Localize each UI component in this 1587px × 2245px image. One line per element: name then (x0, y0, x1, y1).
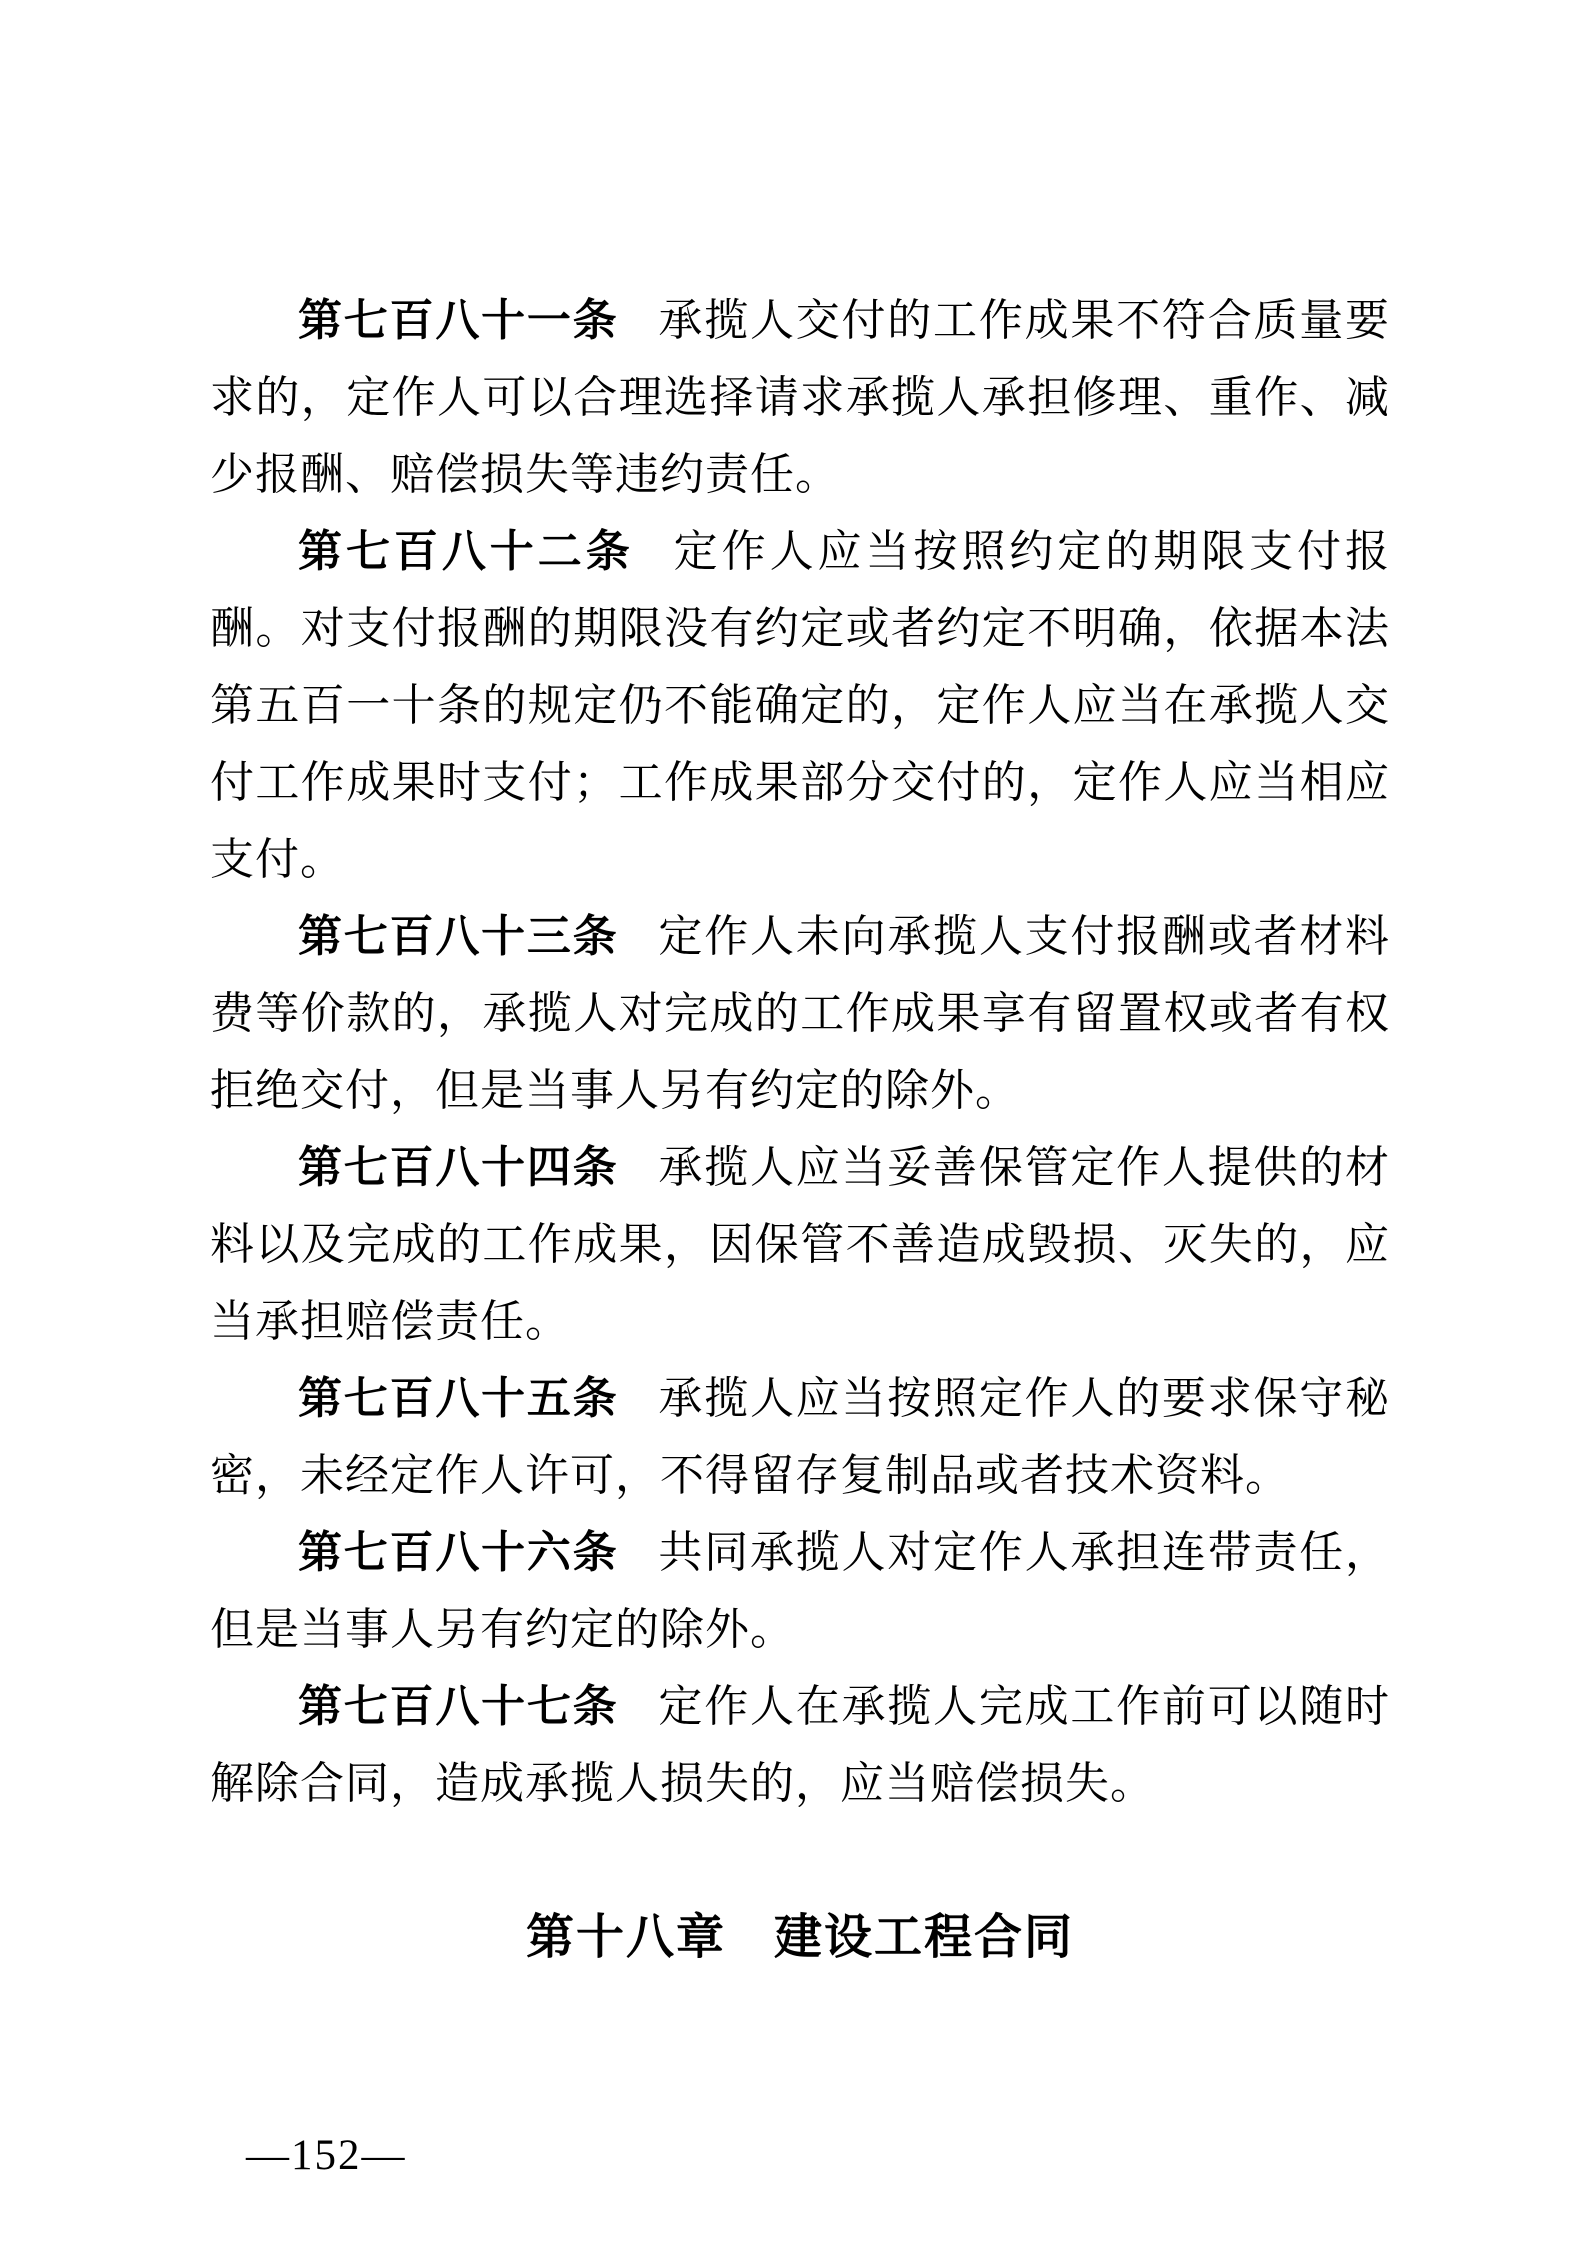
article-number: 第七百八十四条 (298, 1143, 619, 1192)
article-paragraph-785 (210, 1360, 1390, 1514)
article-body-text: 共同承揽人对定作人承担连带责任，但是当事人另有约定的除外。 (210, 1528, 1391, 1654)
article-number: 第七百八十三条 (298, 912, 619, 961)
article-number: 第七百八十一条 (298, 296, 619, 345)
chapter-heading (210, 1899, 1390, 1976)
article-paragraph-782 (210, 513, 1390, 898)
article-paragraph-787 (210, 1668, 1390, 1822)
article-paragraph-783 (210, 898, 1390, 1129)
article-paragraph-784 (210, 1129, 1390, 1360)
article-body-text: 承揽人应当按照定作人的要求保守秘密，未经定作人许可，不得留存复制品或者技术资料。 (210, 1374, 1391, 1500)
article-body-text: 定作人在承揽人完成工作前可以随时解除合同，造成承揽人损失的，应当赔偿损失。 (210, 1682, 1391, 1808)
article-paragraph-781 (210, 282, 1390, 513)
article-number: 第七百八十六条 (298, 1528, 619, 1577)
article-text-block (210, 282, 1390, 1976)
article-number: 第七百八十五条 (298, 1374, 619, 1423)
article-body-text: 承揽人应当妥善保管定作人提供的材料以及完成的工作成果，因保管不善造成毁损、灭失的，应当承担赔偿责任。 (210, 1143, 1391, 1346)
article-number: 第七百八十七条 (298, 1682, 619, 1731)
chapter-title: 建设工程合同 (774, 1911, 1075, 1964)
article-number: 第七百八十二条 (298, 527, 634, 576)
article-body-text: 承揽人交付的工作成果不符合质量要求的，定作人可以合理选择请求承揽人承担修理、重作、减少报酬、赔偿损失等违约责任。 (210, 296, 1391, 499)
chapter-label: 第十八章 (525, 1911, 726, 1964)
article-body-text: 定作人未向承揽人支付报酬或者材料费等价款的，承揽人对完成的工作成果享有留置权或者有权拒绝交付，但是当事人另有约定的除外。 (210, 912, 1391, 1115)
page-number-label: —152— (246, 2132, 407, 2179)
article-paragraph-786 (210, 1514, 1390, 1668)
article-body-text: 定作人应当按照约定的期限支付报酬。对支付报酬的期限没有约定或者约定不明确，依据本法第五百一十条的规定仍不能确定的，定作人应当在承揽人交付工作成果时支付；工作成果部分交付的，定作人应当相应支付。 (210, 527, 1391, 884)
